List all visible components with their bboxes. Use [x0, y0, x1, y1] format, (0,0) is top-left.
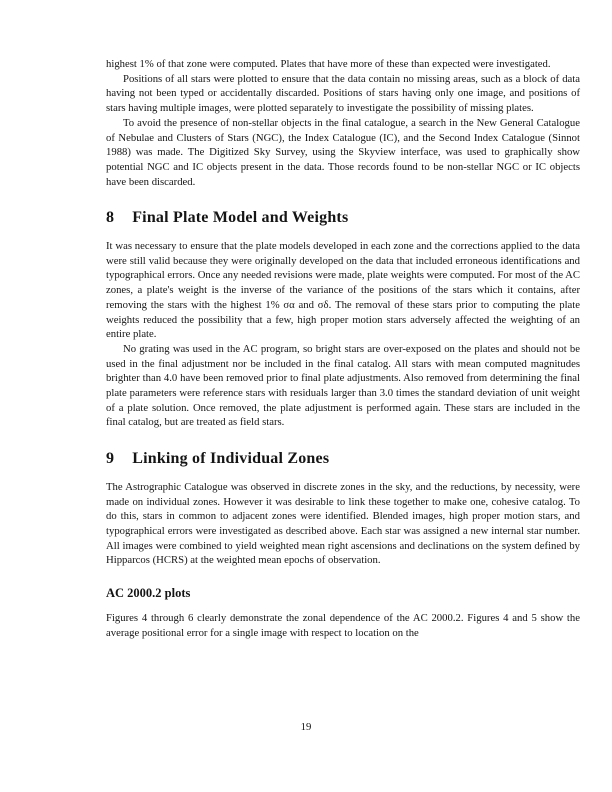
paragraph-figures: Figures 4 through 6 clearly demonstrate the zonal dependence of the AC 2000.2. Figures 4 and 5 show the average positional error for a single image with respect to location on the — [106, 611, 580, 639]
paragraph-linking-zones: The Astrographic Catalogue was observed in discrete zones in the sky, and the reductions, by necessity, were made on individual zones. However it was desirable to link these together to make one, cohesive catalog. To do this, stars in common to adjacent zones were identified. Blended images, high proper motion stars, and typographical errors were investigated as described above. Each star was assigned a new internal star number. All images were combined to yield weighted mean right ascensions and declinations on the system defined by Hipparcos (HCRS) at the weighted mean epochs of observation. — [106, 480, 580, 567]
paragraph-no-grating: No grating was used in the AC program, so bright stars are over-exposed on the plates and should not be used in the final adjustment nor be included in the final catalog. All stars with mean computed magnitudes brighter than 4.0 have been removed prior to final plate adjustments. Also removed from determining the final plate parameters were reference stars with residuals larger than 3.0 times the standard deviation of unit weight of a plate solution. Once removed, the plate adjustment is performed again. These stars are included in the final catalog, but are treated as field stars. — [106, 342, 580, 429]
section-8-title: Final Plate Model and Weights — [132, 209, 349, 227]
section-8-number: 8 — [106, 209, 115, 227]
paragraph-continuation: highest 1% of that zone were computed. Plates that have more of these than expected were investigated. — [106, 58, 551, 70]
section-9-heading — [106, 452, 580, 467]
paragraph-positions-plotted: Positions of all stars were plotted to ensure that the data contain no missing areas, such as a block of data having not been typed or accidentally discarded. Positions of stars having only one image, and positions of stars having multiple images, were plotted separately to investigate the possibility of missing plates. — [106, 72, 580, 115]
paragraph-plate-weights: It was necessary to ensure that the plate models developed in each zone and the corrections applied to the data were still valid because they were originally developed on the data that included erroneous identifications and typographical errors. Once any needed revisions were made, plate weights were computed. For most of the AC zones, a plate's weight is the inverse of the variance of the positions of the stars which it contains, after removing the stars with the highest 1% σα and σδ. The removal of these stars prior to computing the plate weights reduced the possibility that a few, high proper motion stars adversely affected the weighting of an entire plate. — [106, 240, 580, 341]
page-number: 19 — [300, 721, 312, 733]
section-8-heading — [106, 211, 580, 226]
text-column — [106, 57, 580, 640]
paragraph-ngc-search: To avoid the presence of non-stellar objects in the final catalogue, a search in the New General Catalogue of Nebulae and Clusters of Stars (NGC), the Index Catalogue (IC), and the Second Index Catalogue (Sinnot 1988) was made. The Digitized Sky Survey, using the Skyview interface, was used to graphically show potential NGC and IC objects present in the data. Those records found to be non-stellar NGC or IC objects have been discarded. — [106, 116, 580, 188]
section-9-number: 9 — [106, 450, 115, 468]
section-9-title: Linking of Individual Zones — [132, 450, 330, 468]
subsection-ac2000-plots-heading: AC 2000.2 plots — [106, 586, 191, 601]
